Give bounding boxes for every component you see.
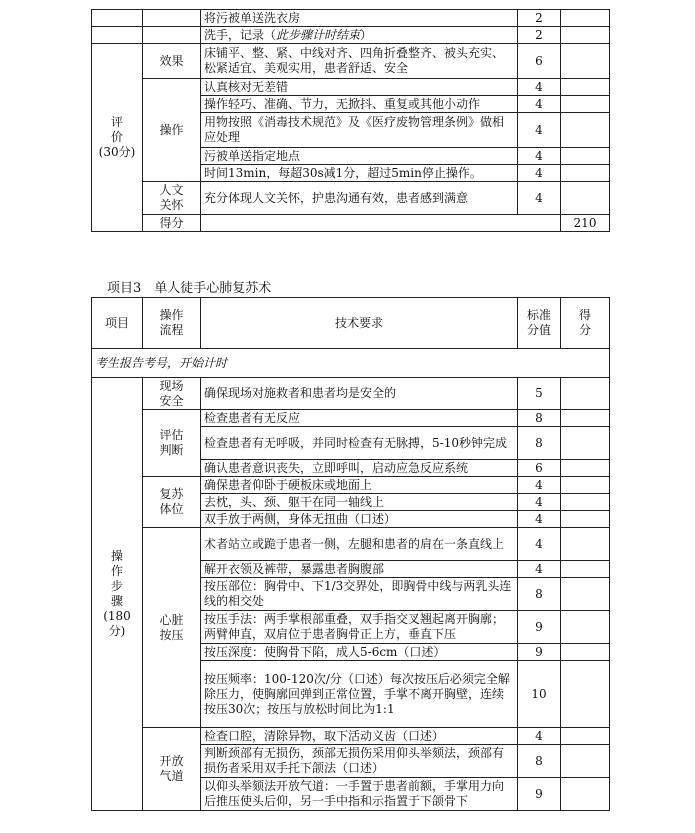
row-text: 确保患者仰卧于硬板床或地面上 [201, 477, 518, 494]
row-score: 4 [518, 728, 561, 745]
header-requirement: 技术要求 [201, 298, 518, 349]
operation-label: 操作 [143, 79, 201, 182]
row-text: 去枕，头、颈、躯干在同一轴线上 [201, 494, 518, 511]
project-caption: 项目3 单人徒手心肺复苏术 [107, 281, 272, 296]
row-text: 判断颈部有无损伤，颈部无损伤采用仰头举颏法，颈部有损伤者采用双手托下颌法（口述） [201, 745, 518, 778]
row-score: 6 [518, 44, 561, 79]
effect-label: 效果 [143, 44, 201, 79]
row-text: 用物按照《消毒技术规范》及《医疗废物管理条例》做相应处理 [201, 113, 518, 148]
humanity-label: 人文 关怀 [143, 182, 201, 215]
row-score: 2 [518, 10, 561, 27]
row-score: 8 [518, 578, 561, 611]
row-text: 按压频率：100-120次/分（口述）每次按压后必须完全解除压力，使胸廓回弹到正常位置，手掌不离开胸壁，连续按压30次；按压与放松时间比为1:1 [201, 661, 518, 728]
row-score: 4 [518, 511, 561, 528]
row-score: 6 [518, 460, 561, 477]
row-score: 4 [518, 96, 561, 113]
row-text: 检查口腔，清除异物，取下活动义齿（口述） [201, 728, 518, 745]
row-score: 8 [518, 410, 561, 427]
header-row [92, 298, 610, 349]
row-text: 按压深度：使胸骨下陷，成人5-6cm（口述） [201, 644, 518, 661]
group-label: 现场 安全 [143, 378, 201, 410]
row-score: 4 [518, 528, 561, 561]
row-text: 床铺平、整、紧、中线对齐、四角折叠整齐、被头充实、松紧适宜、美观实用，患者舒适、安全 [201, 44, 518, 79]
header-standard: 标准 分值 [518, 298, 561, 349]
row-text: 检查患者有无呼吸，并同时检查有无脉搏，5-10秒钟完成 [201, 427, 518, 460]
table-previous-project [91, 9, 610, 232]
row-text: 认真核对无差错 [201, 79, 518, 96]
table-row [92, 79, 610, 96]
row-text: 解开衣领及裤带，暴露患者胸腹部 [201, 561, 518, 578]
table-row [92, 728, 610, 745]
row-score: 4 [518, 148, 561, 165]
eval-section-label: 评 价 (30分) [92, 44, 143, 232]
row-score: 8 [518, 427, 561, 460]
row-score: 4 [518, 477, 561, 494]
row-score: 9 [518, 644, 561, 661]
row-text: 以仰头举颏法开放气道：一手置于患者前额，手掌用力向后推压使头后仰，另一手中指和示指置于下颌骨下 [201, 778, 518, 811]
row-score: 4 [518, 182, 561, 215]
group-label: 评估 判断 [143, 410, 201, 477]
row-score: 4 [518, 561, 561, 578]
group-label: 复苏 体位 [143, 477, 201, 528]
header-score: 得 分 [561, 298, 610, 349]
table-row [92, 410, 610, 427]
row-score: 9 [518, 778, 561, 811]
row-score: 4 [518, 165, 561, 182]
total-score: 210 [561, 215, 610, 232]
start-note-row [92, 349, 610, 378]
row-text: 时间13min，每超30s减1分，超过5min停止操作。 [201, 165, 518, 182]
row-text: 充分体现人文关怀，护患沟通有效，患者感到满意 [201, 182, 518, 215]
row-score: 4 [518, 113, 561, 148]
row-text: 操作轻巧、准确、节力，无掀抖、重复或其他小动作 [201, 96, 518, 113]
header-item: 项目 [92, 298, 143, 349]
row-text: 术者站立或跪于患者一侧，左腿和患者的肩在一条直线上 [201, 528, 518, 561]
table-row [92, 477, 610, 494]
table-row [92, 10, 610, 27]
row-text: 确认患者意识丧失，立即呼叫，启动应急反应系统 [201, 460, 518, 477]
row-text: 检查患者有无反应 [201, 410, 518, 427]
row-text: 按压手法：两手掌根部重叠，双手指交叉翘起离开胸廓；两臂伸直，双肩位于患者胸骨正上方，垂直下压 [201, 611, 518, 644]
row-score: 4 [518, 494, 561, 511]
row-text: 按压部位：胸骨中、下1/3交界处，即胸骨中线与两乳头连线的相交处 [201, 578, 518, 611]
total-label: 得分 [143, 215, 201, 232]
table-cpr-project [91, 297, 610, 811]
row-text: 将污被单送洗衣房 [201, 10, 518, 27]
row-score: 9 [518, 611, 561, 644]
row-score: 8 [518, 745, 561, 778]
start-note: 考生报告考号，开始计时 [92, 349, 610, 378]
group-label: 心脏 按压 [143, 528, 201, 728]
steps-section-label: 操 作 步 骤 (180分) [92, 378, 143, 811]
row-text: 双手放于两侧，身体无扭曲（口述） [201, 511, 518, 528]
table-row [92, 27, 610, 44]
table-row [92, 182, 610, 215]
row-score: 2 [518, 27, 561, 44]
table-row [92, 44, 610, 79]
row-score: 10 [518, 661, 561, 728]
table-row [92, 528, 610, 561]
row-text: 洗手，记录（此步骤计时结束） [201, 27, 518, 44]
row-text: 污被单送指定地点 [201, 148, 518, 165]
group-label: 开放 气道 [143, 728, 201, 811]
row-score: 4 [518, 79, 561, 96]
row-text: 确保现场对施救者和患者均是安全的 [201, 378, 518, 410]
table-row [92, 378, 610, 410]
total-row [92, 215, 610, 232]
row-score: 5 [518, 378, 561, 410]
header-process: 操作 流程 [143, 298, 201, 349]
